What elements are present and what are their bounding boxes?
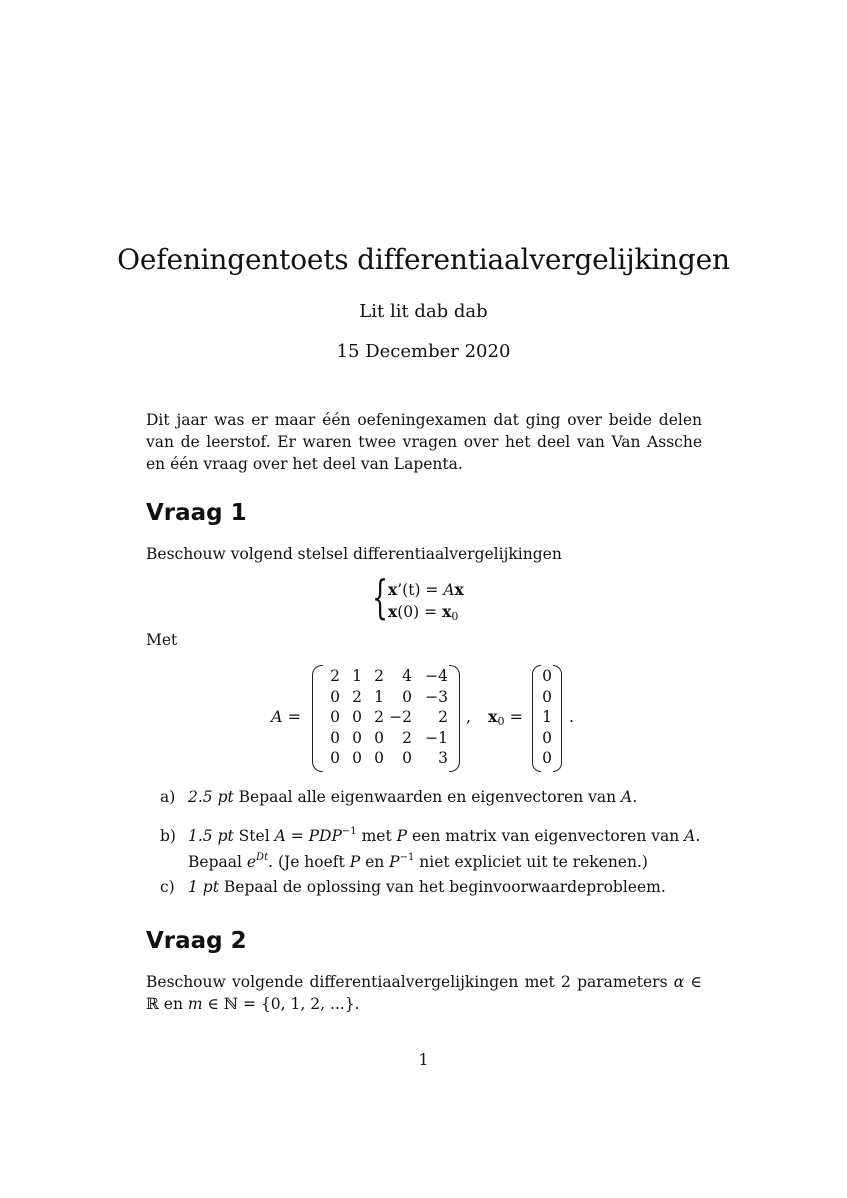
matrix-a-cell: 0 bbox=[352, 728, 362, 747]
matrix-a-cell: 2 bbox=[438, 708, 448, 726]
met-label: Met bbox=[146, 631, 178, 649]
vector-x0-cell: 0 bbox=[542, 728, 552, 747]
item-b-text: Stel $A = PDP^{-1}$ met P een matrix van eigenvectoren van A. bbox=[238, 826, 701, 845]
question-item-b: b) 1.5 pt Stel $A = PDP^{-1}$ met P een matrix van eigenvectoren van A. Bepaal $e^{Dt}$. (Je hoeft P en $P^{-1}$ niet expliciet uit te rekenen.) bbox=[160, 826, 701, 871]
separator-comma: , bbox=[466, 707, 472, 726]
matrix-a-cell: −2 bbox=[389, 708, 412, 726]
matrix-a bbox=[312, 665, 460, 770]
system-equation-1: x’(t) = Ax bbox=[388, 580, 464, 599]
vector-x0-cell: 0 bbox=[542, 749, 552, 767]
differential-system: { x’(t) = Ax $x(0) = x_0$ bbox=[372, 578, 492, 624]
item-c-text: Bepaal de oplossing van het beginvoorwaardeprobleem. bbox=[223, 878, 666, 896]
matrix-a-cell: 4 bbox=[402, 667, 412, 685]
matrix-a-cell: 0 bbox=[352, 749, 362, 767]
matrix-period: . bbox=[569, 707, 575, 726]
document-title: Oefeningentoets differentiaalvergelijkingen bbox=[117, 243, 730, 276]
vector-x0-cell: 1 bbox=[542, 708, 552, 726]
matrix-a-cell: 0 bbox=[330, 728, 340, 747]
system-equation-2: $x(0) = x_0$ bbox=[388, 602, 459, 623]
vector-x0-cell: 0 bbox=[542, 667, 552, 685]
matrix-a-cell: −1 bbox=[425, 728, 448, 747]
matrix-a-cell: 0 bbox=[374, 728, 384, 747]
document-date: 15 December 2020 bbox=[336, 341, 511, 362]
matrix-a-cell: 0 bbox=[374, 749, 384, 767]
vector-x0-label: $x_0$ = bbox=[488, 707, 524, 728]
matrix-a-cell: −3 bbox=[425, 687, 448, 706]
matrix-a-cell: 2 bbox=[374, 667, 384, 685]
matrix-a-cell: 2 bbox=[330, 667, 340, 685]
vraag1-intro: Beschouw volgend stelsel differentiaalvergelijkingen bbox=[146, 545, 562, 563]
matrix-a-cell: 2 bbox=[402, 728, 412, 747]
matrix-a-cell: −4 bbox=[425, 667, 448, 685]
page-number: 1 bbox=[418, 1051, 429, 1069]
vraag1-heading: Vraag 1 bbox=[146, 500, 247, 526]
document-author: Lit lit dab dab bbox=[359, 301, 488, 322]
matrix-a-cell: 0 bbox=[330, 687, 340, 706]
matrix-a-cell: 2 bbox=[374, 708, 384, 726]
item-a-text: Bepaal alle eigenwaarden en eigenvectoren van A. bbox=[238, 788, 638, 806]
matrix-a-cell: 2 bbox=[352, 687, 362, 706]
vraag2-intro: Beschouw volgende differentiaalvergelijkingen met 2 parameters α ∈ ℝ en m ∈ ℕ = {0, 1, 2, ...}. bbox=[146, 973, 702, 1013]
intro-paragraph: Dit jaar was er maar één oefeningexamen dat ging over beide delen van de leerstof. Er waren twee vragen over het deel van Van Assche en één vraag over het deel van Lapenta. bbox=[146, 411, 702, 473]
matrix-a-cell: 3 bbox=[438, 749, 448, 767]
vraag2-heading: Vraag 2 bbox=[146, 928, 247, 954]
vector-x0-cell: 0 bbox=[542, 687, 552, 706]
matrix-a-cell: 0 bbox=[330, 749, 340, 767]
question-item-a: a) 2.5 pt Bepaal alle eigenwaarden en eigenvectoren van A. bbox=[160, 788, 638, 806]
matrix-a-cell: 0 bbox=[330, 708, 340, 726]
matrix-a-cell: 0 bbox=[402, 749, 412, 767]
vector-x0 bbox=[532, 665, 562, 770]
matrix-a-cell: 1 bbox=[352, 667, 362, 685]
matrix-a-label: A = bbox=[271, 707, 302, 726]
matrix-a-cell: 0 bbox=[402, 687, 412, 706]
question-item-c: c) 1 pt Bepaal de oplossing van het beginvoorwaardeprobleem. bbox=[160, 878, 666, 896]
matrix-a-cell: 0 bbox=[352, 708, 362, 726]
matrix-a-cell: 1 bbox=[374, 687, 384, 706]
